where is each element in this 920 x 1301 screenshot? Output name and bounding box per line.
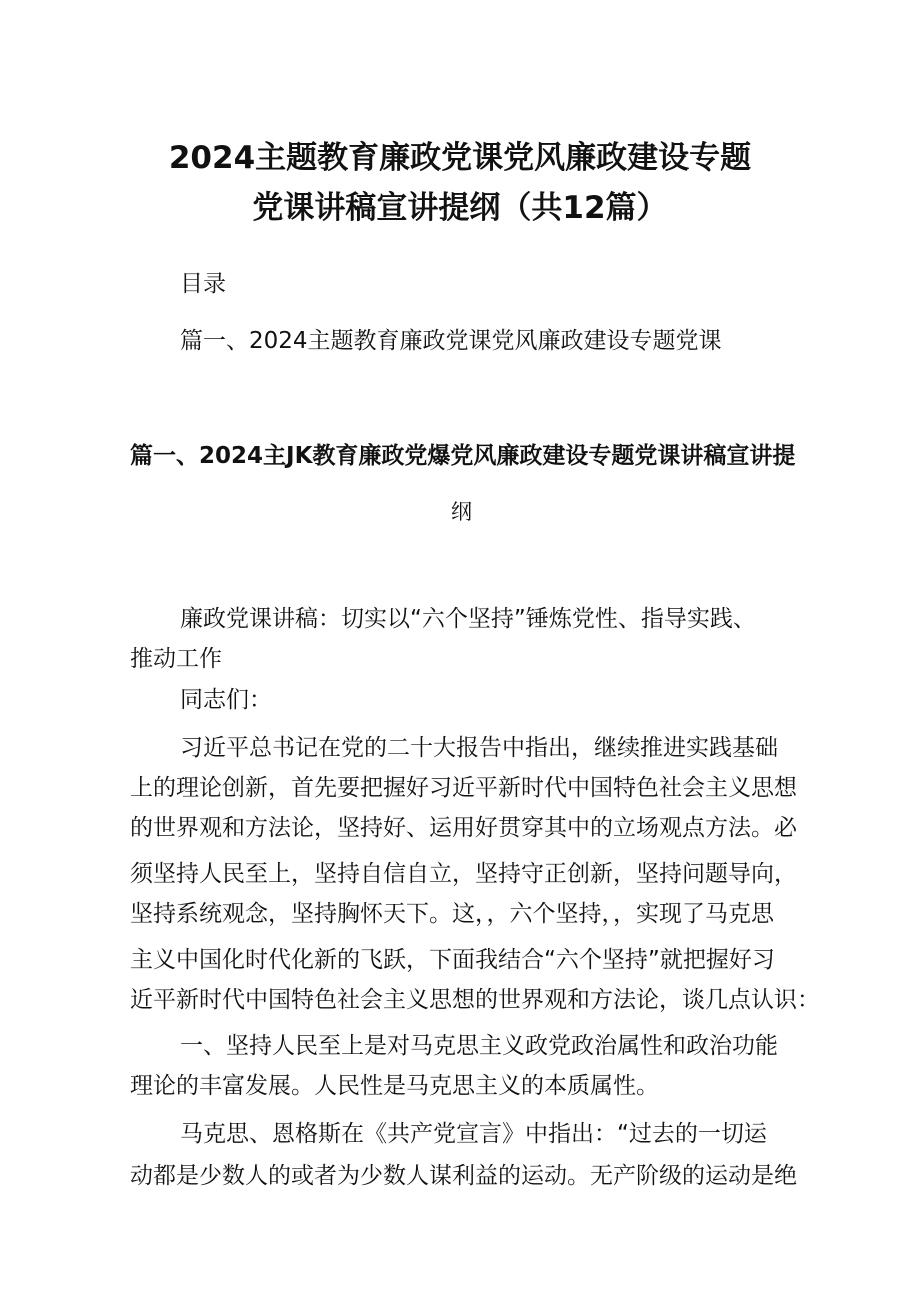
body-line-6: 的世界观和方法论，坚持好、运用好贯穿其中的立场观点方法。必 xyxy=(130,815,797,841)
body-line-8: 坚持系统观念，坚持胸怀天下。这，，六个坚持，，实现了马克思 xyxy=(130,901,774,927)
body-line-1: 廉政党课讲稿：切实以“六个坚持”锤炼党性、指导实践、 xyxy=(180,606,756,632)
body-line-10: 近平新时代中国特色社会主义思想的世界观和方法论，谈几点认识： xyxy=(130,987,820,1013)
body-line-5: 上的理论创新，首先要把握好习近平新时代中国特色社会主义思想 xyxy=(130,775,797,801)
body-line-2: 推动工作 xyxy=(130,646,222,672)
body-line-3: 同志们： xyxy=(180,687,272,713)
body-line-14: 动都是少数人的或者为少数人谋利益的运动。无产阶级的运动是绝 xyxy=(130,1163,797,1189)
body-line-7: 须坚持人民至上，坚持自信自立，坚持守正创新，坚持问题导向， xyxy=(130,861,797,887)
body-line-11: 一、坚持人民至上是对马克思主义政党政治属性和政治功能 xyxy=(180,1033,778,1059)
body-line-4: 习近平总书记在党的二十大报告中指出，继续推进实践基础 xyxy=(180,735,778,761)
section-heading: 篇一、2024主JK教育廉政党爆党风廉政建设专题党课讲稿宣讲提 xyxy=(130,443,796,469)
document-title-line-1: 2024主题教育廉政党课党风廉政建设专题 xyxy=(168,140,752,176)
body-line-12: 理论的丰富发展。人民性是马克思主义的本质属性。 xyxy=(130,1073,659,1099)
toc-item-1: 篇一、2024主题教育廉政党课党风廉政建设专题党课 xyxy=(180,328,722,354)
body-line-9: 主义中国化时代化新的飞跃，下面我结合“六个坚持”就把握好习 xyxy=(130,947,775,973)
document-title-line-2: 党课讲稿宣讲提纲（共12篇） xyxy=(252,190,668,226)
section-heading-continuation: 纲 xyxy=(451,500,472,524)
toc-heading: 目录 xyxy=(180,271,226,297)
body-line-13: 马克思、恩格斯在《共产党宣言》中指出：“过去的一切运 xyxy=(180,1121,767,1147)
